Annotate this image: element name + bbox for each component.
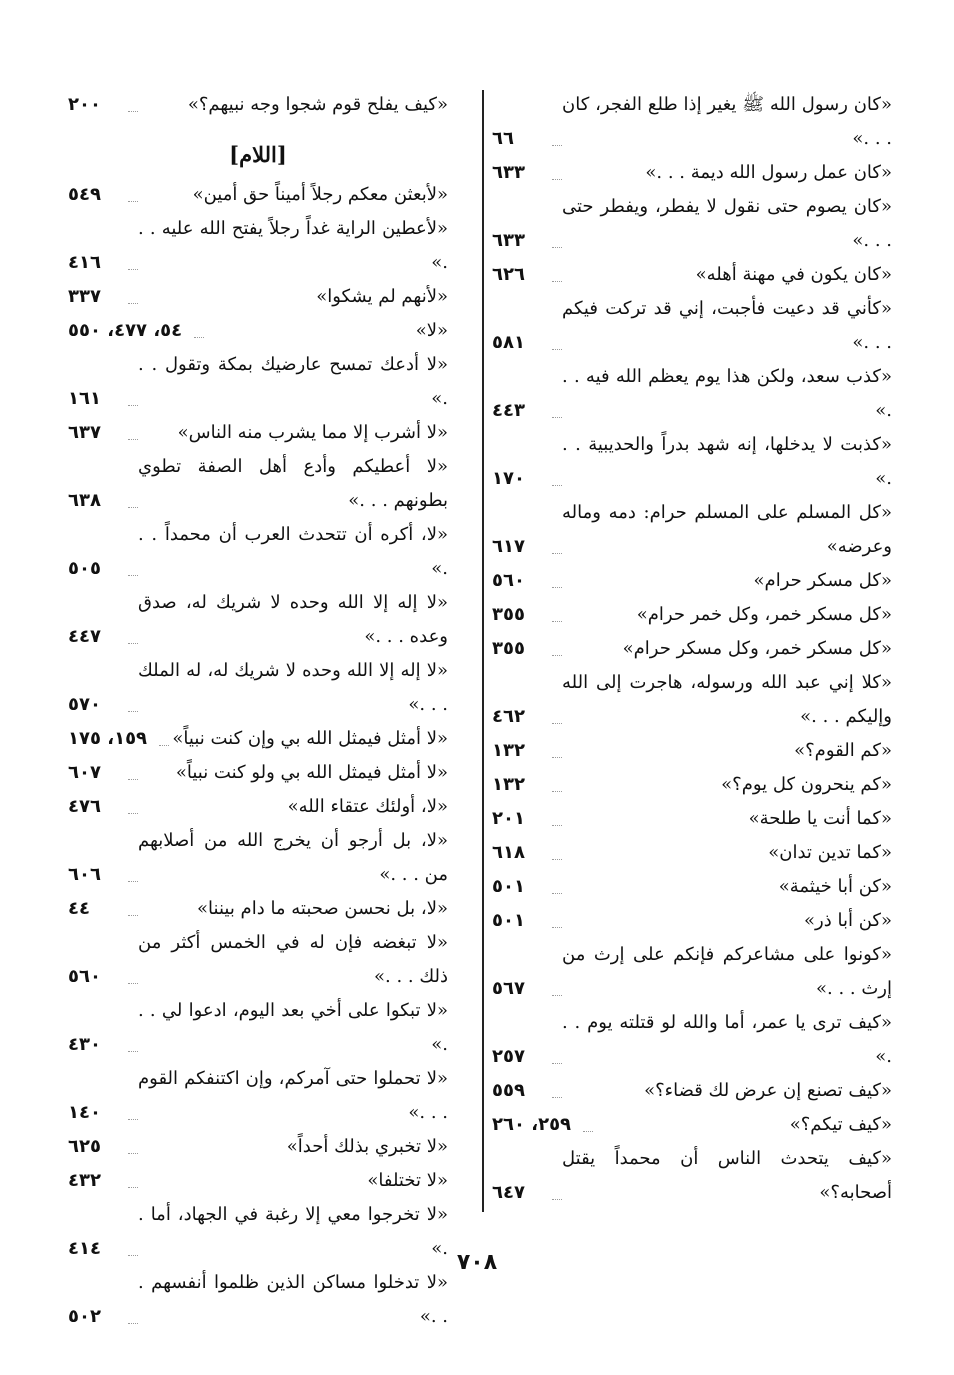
entry-page-number: ٢٠٠ xyxy=(68,94,101,115)
entry-page-number: ٦٣٣ xyxy=(492,230,525,251)
entry-page-number: ٤١٤ xyxy=(68,1238,101,1259)
entry-text: «لا، أولئك عتقاء الله» xyxy=(287,796,448,817)
index-entry xyxy=(68,722,448,756)
index-entry xyxy=(68,654,448,722)
entry-page-number: ٥٦٧ xyxy=(492,978,525,999)
leader-dots xyxy=(128,1153,138,1154)
entry-text: «كل مسكر خمر، وكل خمر حرام» xyxy=(636,604,892,625)
entry-page-number: ٤٣٢ xyxy=(68,1170,101,1191)
leader-dots xyxy=(128,1119,138,1120)
leader-dots xyxy=(552,995,562,996)
index-entry xyxy=(492,632,892,666)
index-entry xyxy=(492,156,892,190)
index-entry xyxy=(492,938,892,1006)
leader-dots xyxy=(552,553,562,554)
entry-page-number: ٣٣٧ xyxy=(68,286,101,307)
index-entry xyxy=(68,518,448,586)
entry-text: «لا تدخلوا مساكن الذين ظلموا أنفسهم . . .» xyxy=(138,1272,448,1327)
leader-dots xyxy=(552,1063,562,1064)
index-entry xyxy=(68,1266,448,1334)
leader-dots xyxy=(552,825,562,826)
leader-dots xyxy=(128,1051,138,1052)
entry-page-number: ١٣٢ xyxy=(492,774,525,795)
leader-dots xyxy=(128,405,138,406)
leader-dots xyxy=(128,779,138,780)
leader-dots xyxy=(552,417,562,418)
entry-text: «كما تدين تدان» xyxy=(768,842,892,863)
entry-page-number: ١٥٩، ١٧٥ xyxy=(68,728,148,749)
leader-dots xyxy=(128,711,138,712)
leader-dots xyxy=(128,983,138,984)
entry-page-number: ٥٧٠ xyxy=(68,694,101,715)
index-entry xyxy=(68,994,448,1062)
entry-page-number: ٥٤٩ xyxy=(68,184,101,205)
entry-page-number: ٦٦ xyxy=(492,128,514,149)
leader-dots xyxy=(552,281,562,282)
entry-page-number: ٤٤٣ xyxy=(492,400,525,421)
entry-page-number: ٦٢٥ xyxy=(68,1136,101,1157)
leader-dots xyxy=(552,179,562,180)
entry-text: «كان يكون في مهنة أهله» xyxy=(695,264,892,285)
leader-dots xyxy=(552,927,562,928)
index-entry xyxy=(492,564,892,598)
entry-text: «كذب سعد، ولكن هذا يوم يعظم الله فيه . . .» xyxy=(562,366,892,421)
leader-dots xyxy=(128,575,138,576)
entry-text: «لا تختلفا» xyxy=(367,1170,448,1191)
index-entry xyxy=(492,258,892,292)
right-column xyxy=(492,88,892,1210)
leader-dots xyxy=(552,723,562,724)
leader-dots xyxy=(128,1323,138,1324)
entry-text: «كان يصوم حتى نقول لا يفطر، ويفطر حتى . . .» xyxy=(562,196,892,251)
entry-text: «كونوا على مشاعركم فإنكم على إرث من إرث . . .» xyxy=(562,944,892,999)
entry-text: «كم ينحرون كل يوم؟» xyxy=(721,774,892,795)
entry-text: «لا تخبري بذلك أحداً» xyxy=(286,1136,448,1157)
entry-text: «لا، أكره أن تتحدث العرب أن محمداً . . .» xyxy=(138,524,448,579)
entry-text: «لا إله إلا الله وحده لا شريك له، له الملك . . .» xyxy=(138,660,448,715)
leader-dots xyxy=(552,1097,562,1098)
entry-page-number: ٣٥٥ xyxy=(492,638,525,659)
entry-page-number: ٦٣٧ xyxy=(68,422,101,443)
entry-page-number: ١٣٢ xyxy=(492,740,525,761)
leader-dots xyxy=(128,439,138,440)
entry-text: «لا أشرب إلا مما يشرب منه الناس» xyxy=(177,422,448,443)
leader-dots xyxy=(128,507,138,508)
entry-text: «كما أنت يا طلحة» xyxy=(748,808,892,829)
index-entry xyxy=(68,348,448,416)
leader-dots xyxy=(128,269,138,270)
leader-dots xyxy=(128,813,138,814)
entry-text: «كيف تيكم؟» xyxy=(789,1114,892,1135)
entry-text: «كان رسول الله ﷺ يغير إذا طلع الفجر، كان . . .» xyxy=(562,94,892,149)
entry-page-number: ٤٤٧ xyxy=(68,626,101,647)
entry-page-number: ٥٠٥ xyxy=(68,558,101,579)
leader-dots xyxy=(552,791,562,792)
entry-text: «كأني قد دعيت فأجبت، إني قد تركت فيكم . . .» xyxy=(562,298,892,353)
entry-page-number: ٥٥٩ xyxy=(492,1080,525,1101)
entry-page-number: ٢٥٩، ٢٦٠ xyxy=(492,1114,572,1135)
entry-page-number: ٦٠٦ xyxy=(68,864,101,885)
entry-text: «لا تخرجوا معي إلا رغبة في الجهاد، أما . .» xyxy=(138,1204,448,1259)
entry-page-number: ٢٥٧ xyxy=(492,1046,525,1067)
entry-page-number: ٥٤، ٤٧٧، ٥٥٠ xyxy=(68,320,183,341)
leader-dots xyxy=(552,621,562,622)
entry-page-number: ٦١٨ xyxy=(492,842,525,863)
leader-dots xyxy=(194,337,204,338)
index-entry xyxy=(68,824,448,892)
entry-text: «لا، بل أرجو أن يخرج الله من أصلابهم من . . .» xyxy=(138,830,448,885)
leader-dots xyxy=(128,881,138,882)
index-entry xyxy=(492,598,892,632)
index-entry xyxy=(68,1062,448,1130)
index-entry xyxy=(492,836,892,870)
index-entry xyxy=(68,1130,448,1164)
entry-page-number: ٦٠٧ xyxy=(68,762,101,783)
entry-page-number: ٥٨١ xyxy=(492,332,525,353)
entry-text: «لا أعطيكم وأدع أهل الصفة تطوي بطونهم . . .» xyxy=(138,456,448,511)
entry-text: «لأبعثن معكم رجلاً أميناً حق أمين» xyxy=(192,184,448,205)
entry-text: «كلا إني عبد الله ورسوله، هاجرت إلى الله وإليكم . . .» xyxy=(562,672,892,727)
entry-text: «لا تبكوا على أخي بعد اليوم، ادعوا لي . . .» xyxy=(138,1000,448,1055)
entry-page-number: ١٧٠ xyxy=(492,468,525,489)
entry-text: «كل مسكر خمر، وكل مسكر حرام» xyxy=(622,638,892,659)
entry-page-number: ٥٠١ xyxy=(492,876,525,897)
entry-page-number: ٦٣٨ xyxy=(68,490,101,511)
leader-dots xyxy=(552,1199,562,1200)
index-entry xyxy=(492,666,892,734)
index-entry xyxy=(68,1164,448,1198)
index-entry xyxy=(68,178,448,212)
entry-text: «كيف تصنع إن عرض لك قضاء؟» xyxy=(644,1080,892,1101)
entry-text: «كن أبا خيثمة» xyxy=(778,876,892,897)
leader-dots xyxy=(552,349,562,350)
leader-dots xyxy=(552,655,562,656)
entry-page-number: ٦٤٧ xyxy=(492,1182,525,1203)
entry-text: «كيف يتحدث الناس أن محمداً يقتل أصحابه؟» xyxy=(562,1148,892,1203)
index-entry xyxy=(492,1142,892,1210)
entry-text: «لأعطين الراية غداً رجلاً يفتح الله عليه . . .» xyxy=(138,218,448,273)
entry-text: «لا» xyxy=(415,320,448,341)
index-entry xyxy=(68,586,448,654)
index-entry xyxy=(68,926,448,994)
entry-text: «لا تحملوا حتى آمركم، وإن اكتنفكم القوم . . .» xyxy=(138,1068,448,1123)
column-divider xyxy=(482,90,484,1212)
entry-page-number: ٤٦٢ xyxy=(492,706,525,727)
entry-text: «كان عمل رسول الله ديمة . . .» xyxy=(645,162,892,183)
leader-dots xyxy=(159,745,169,746)
index-entry xyxy=(492,904,892,938)
entry-page-number: ٤٧٦ xyxy=(68,796,101,817)
entry-text: «كن أبا ذر» xyxy=(804,910,892,931)
leader-dots xyxy=(552,757,562,758)
leader-dots xyxy=(552,145,562,146)
index-entry xyxy=(68,212,448,280)
leader-dots xyxy=(583,1131,593,1132)
entry-page-number: ٣٥٥ xyxy=(492,604,525,625)
index-entry xyxy=(492,870,892,904)
entry-page-number: ٥٠٢ xyxy=(68,1306,101,1327)
index-entry xyxy=(68,892,448,926)
leader-dots xyxy=(128,201,138,202)
index-entry xyxy=(492,1108,892,1142)
index-entry xyxy=(492,88,892,156)
leader-dots xyxy=(552,485,562,486)
index-entry xyxy=(492,1074,892,1108)
entry-page-number: ٦١٧ xyxy=(492,536,525,557)
entry-text: «لا إله إلا الله وحده لا شريك له، صدق وعده . . .» xyxy=(138,592,448,647)
index-entry xyxy=(492,360,892,428)
index-entry xyxy=(68,790,448,824)
index-entry xyxy=(492,292,892,360)
index-entry xyxy=(492,1006,892,1074)
entry-page-number: ٤٤ xyxy=(68,898,90,919)
left-column xyxy=(68,88,448,1334)
leader-dots xyxy=(552,587,562,588)
page-number: ٧٠٨ xyxy=(456,1250,498,1275)
entry-text: «لأنهم لم يشكوا» xyxy=(316,286,448,307)
entry-page-number: ٥٠١ xyxy=(492,910,525,931)
leader-dots xyxy=(128,915,138,916)
index-entry xyxy=(68,280,448,314)
leader-dots xyxy=(128,303,138,304)
leader-dots xyxy=(552,247,562,248)
entry-page-number: ٥٦٠ xyxy=(492,570,525,591)
entry-page-number: ٢٠١ xyxy=(492,808,525,829)
index-entry xyxy=(492,190,892,258)
entry-page-number: ٥٦٠ xyxy=(68,966,101,987)
index-entry xyxy=(492,496,892,564)
left-column-entries xyxy=(68,178,448,1334)
index-entry xyxy=(68,88,448,122)
leader-dots xyxy=(552,893,562,894)
entry-page-number: ٤١٦ xyxy=(68,252,101,273)
entry-text: «كم القوم؟» xyxy=(794,740,892,761)
entry-text: «كل المسلم على المسلم حرام: دمه وماله وعرضه» xyxy=(562,502,892,557)
entry-page-number: ٦٣٣ xyxy=(492,162,525,183)
entry-text: «كيف ترى يا عمر، أما والله لو قتلته يوم . . .» xyxy=(562,1012,892,1067)
entry-text: «كل مسكر حرام» xyxy=(753,570,892,591)
entry-page-number: ٤٣٠ xyxy=(68,1034,101,1055)
index-entry xyxy=(492,802,892,836)
index-entry xyxy=(492,428,892,496)
entry-text: «لا أمثل فيمثل الله بي ولو كنت نبياً» xyxy=(175,762,448,783)
index-entry xyxy=(492,768,892,802)
entry-text: «لا أدعك تمسح عارضيك بمكة وتقول . . .» xyxy=(138,354,448,409)
leader-dots xyxy=(128,643,138,644)
entry-text: «كيف يفلح قوم شجوا وجه نبيهم؟» xyxy=(187,94,448,115)
index-entry xyxy=(68,416,448,450)
leader-dots xyxy=(128,111,138,112)
entry-text: «لا تبغضه فإن له في الخمس أكثر من ذلك . . .» xyxy=(138,932,448,987)
index-entry xyxy=(68,756,448,790)
entry-page-number: ١٦١ xyxy=(68,388,101,409)
entry-text: «لا أمثل فيمثل الله بي وإن كنت نبياً» xyxy=(172,728,448,749)
entry-text: «لا، بل نحسن صحبته ما دام بيننا» xyxy=(197,898,448,919)
index-entry xyxy=(68,450,448,518)
entry-text: «كذبت لا يدخلها، إنه شهد بدراً والحديبية . . .» xyxy=(562,434,892,489)
left-column-top-entries xyxy=(68,88,448,122)
entry-page-number: ٦٢٦ xyxy=(492,264,525,285)
entry-page-number: ١٤٠ xyxy=(68,1102,101,1123)
leader-dots xyxy=(128,1187,138,1188)
leader-dots xyxy=(552,859,562,860)
index-entry xyxy=(492,734,892,768)
index-entry xyxy=(68,314,448,348)
section-heading: [اللام] xyxy=(229,142,287,167)
